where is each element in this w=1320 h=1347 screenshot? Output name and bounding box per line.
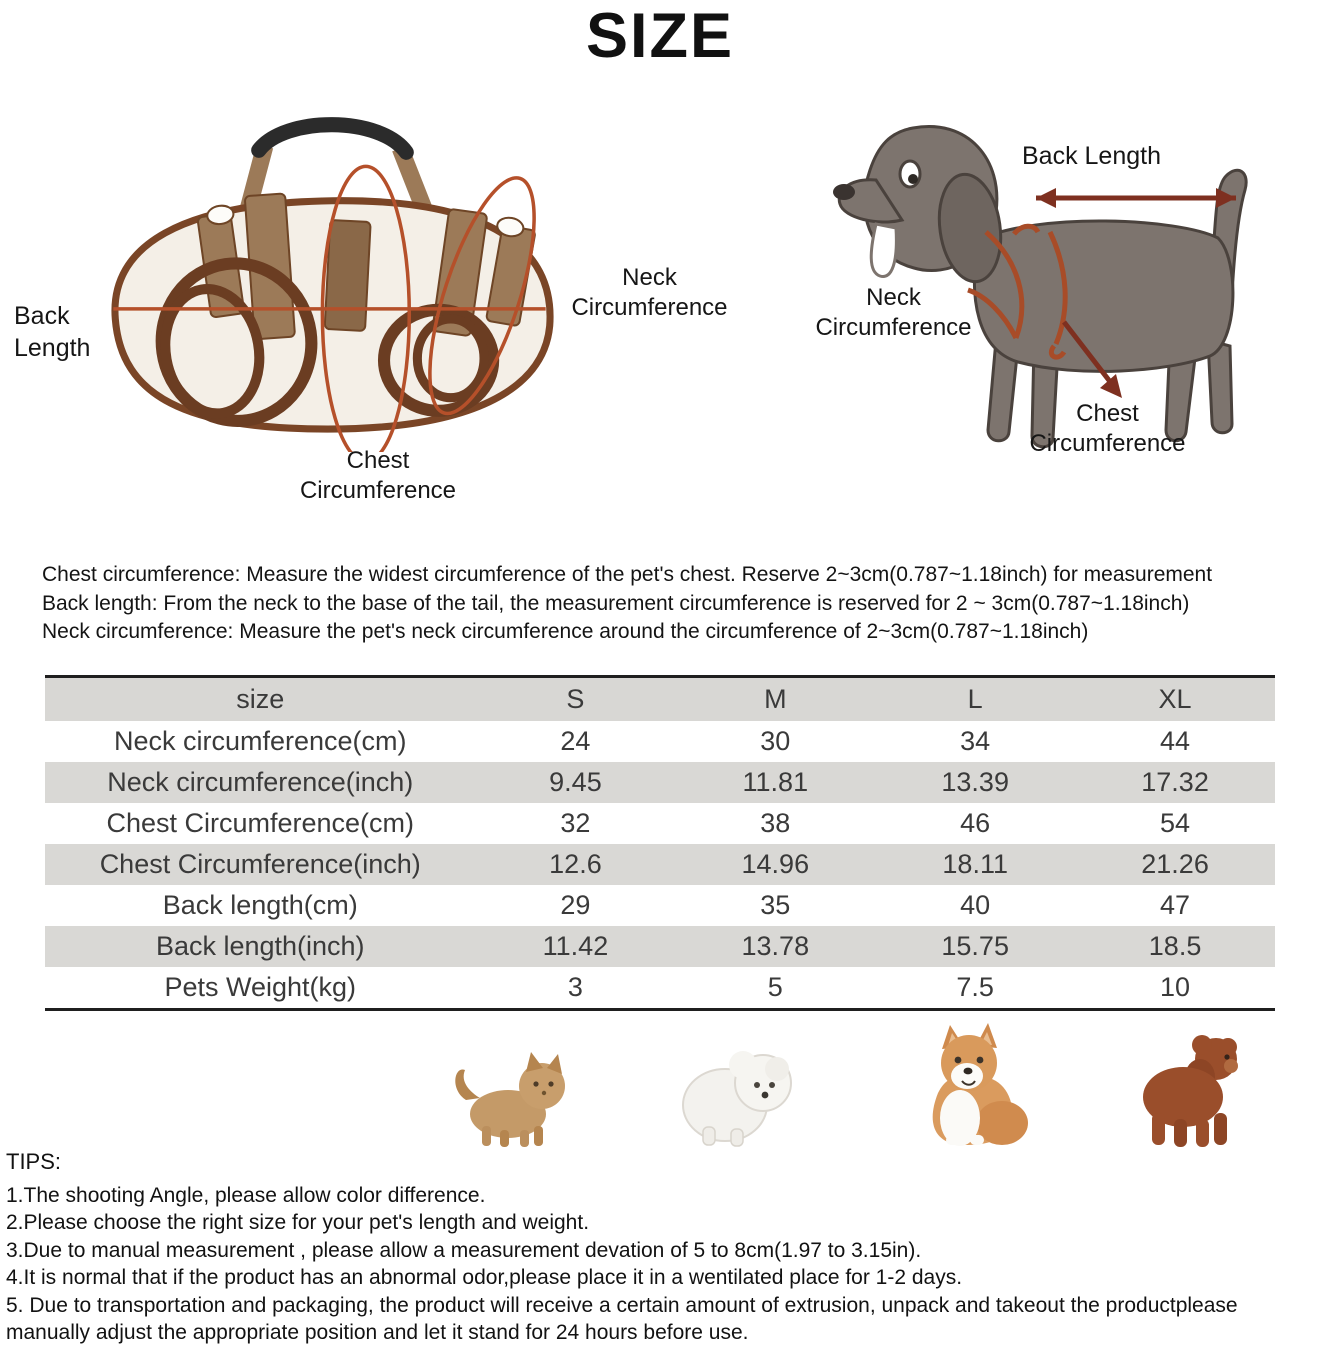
row-label: Back length(inch) — [155, 931, 365, 961]
cell-value: 47 — [1160, 890, 1191, 920]
cell-value: 14.96 — [741, 849, 810, 879]
tip-item: 4.It is normal that if the product has an abnormal odor,please place it in a wentilated place for 1-2 days. — [6, 1266, 963, 1289]
page-title: SIZE — [585, 1, 735, 71]
row-label: Pets Weight(kg) — [164, 972, 357, 1002]
cell-value: 9.45 — [549, 767, 602, 797]
header-size: size — [236, 684, 285, 714]
instruction-back: Back length: From the neck to the base of the tail, the measurement circumference is reserved for 2 ~ 3cm(0.787~1.18inch) — [42, 591, 1190, 615]
white-puppy-photo — [673, 1043, 798, 1148]
cell-value: 18.11 — [942, 849, 1008, 879]
bag-chest-circumference-label: Chest Circumference — [299, 447, 457, 504]
bag-handle — [259, 125, 406, 153]
dog-chest-circumference-label: Chest Circumference — [1029, 400, 1186, 457]
bag-back-length-label: Back Length — [14, 302, 91, 362]
cell-value: 30 — [760, 726, 791, 756]
tips-heading: TIPS: — [6, 1149, 62, 1174]
cell-value: 10 — [1160, 972, 1191, 1002]
row-label: Chest Circumference(cm) — [106, 808, 415, 838]
instruction-chest: Chest circumference: Measure the widest circumference of the pet's chest. Reserve 2~3cm(0.787~1.18inch) for measurement — [42, 563, 1213, 586]
cell-value: 54 — [1160, 808, 1191, 838]
cell-value: 34 — [960, 726, 991, 756]
tip-item: 2.Please choose the right size for your pet's length and weight. — [6, 1211, 590, 1234]
cell-value: 21.26 — [1141, 849, 1209, 879]
kitten-photo — [450, 1048, 580, 1148]
header-col-s: S — [566, 684, 585, 714]
cell-value: 44 — [1160, 726, 1191, 756]
cell-value: 12.6 — [549, 849, 602, 879]
cell-value: 24 — [560, 726, 591, 756]
instruction-neck: Neck circumference: Measure the pet's neck circumference around the circumference of 2~3cm(0.787~1.18inch) — [42, 620, 1089, 643]
bag-neck-circumference-label: Neck Circumference — [571, 264, 728, 321]
table-row — [45, 885, 1275, 926]
cell-value: 29 — [560, 890, 591, 920]
back-length-arrow — [1036, 188, 1236, 208]
pet-size-photos — [450, 1020, 1250, 1148]
cell-value: 38 — [760, 808, 791, 838]
cell-value: 35 — [760, 890, 791, 920]
size-table — [45, 675, 1275, 1011]
table-row — [45, 844, 1275, 885]
tip-item: 5. Due to transportation and packaging, the product will receive a certain amount of extrusion, unpack and takeout the productplease manually adjust the appropriate position and let it stand for 24 hours before use. — [6, 1293, 1238, 1344]
cell-value: 46 — [960, 808, 991, 838]
cell-value: 40 — [960, 890, 991, 920]
row-label: Neck circumference(inch) — [107, 767, 414, 797]
cell-value: 5 — [767, 972, 783, 1002]
cell-value: 15.75 — [941, 931, 1009, 961]
corgi-photo — [890, 1023, 1035, 1148]
row-label: Neck circumference(cm) — [113, 726, 407, 756]
cell-value: 7.5 — [956, 972, 994, 1002]
table-row — [45, 926, 1275, 967]
cell-value: 17.32 — [1141, 767, 1209, 797]
row-label: Chest Circumference(inch) — [99, 849, 421, 879]
cell-value: 13.78 — [741, 931, 810, 961]
cell-value: 11.42 — [542, 931, 609, 961]
dog-neck-circumference-label: Neck Circumference — [815, 284, 972, 341]
cell-value: 13.39 — [941, 767, 1009, 797]
table-row — [45, 721, 1275, 762]
tips-section — [6, 1148, 1316, 1347]
header-col-m: M — [764, 684, 787, 714]
header-col-xl: XL — [1158, 684, 1192, 714]
table-header-row — [45, 678, 1275, 721]
tip-item: 1.The shooting Angle, please allow color difference. — [6, 1183, 486, 1207]
cell-value: 11.81 — [742, 767, 809, 797]
poodle-photo — [1128, 1033, 1250, 1148]
cell-value: 3 — [567, 972, 583, 1002]
carrier-bag-illustration — [85, 100, 580, 452]
row-label: Back length(cm) — [162, 890, 358, 920]
tip-item: 3.Due to manual measurement , please allow a measurement devation of 5 to 8cm(1.97 to 3.15in). — [6, 1238, 922, 1262]
cell-value: 32 — [560, 808, 591, 838]
header-col-l: L — [967, 684, 983, 714]
measuring-instructions — [42, 561, 1292, 647]
dog-back-length-label: Back Length — [1022, 142, 1161, 170]
table-row — [45, 762, 1275, 803]
cell-value: 18.5 — [1148, 931, 1202, 961]
table-row — [45, 803, 1275, 844]
table-row — [45, 967, 1275, 1008]
